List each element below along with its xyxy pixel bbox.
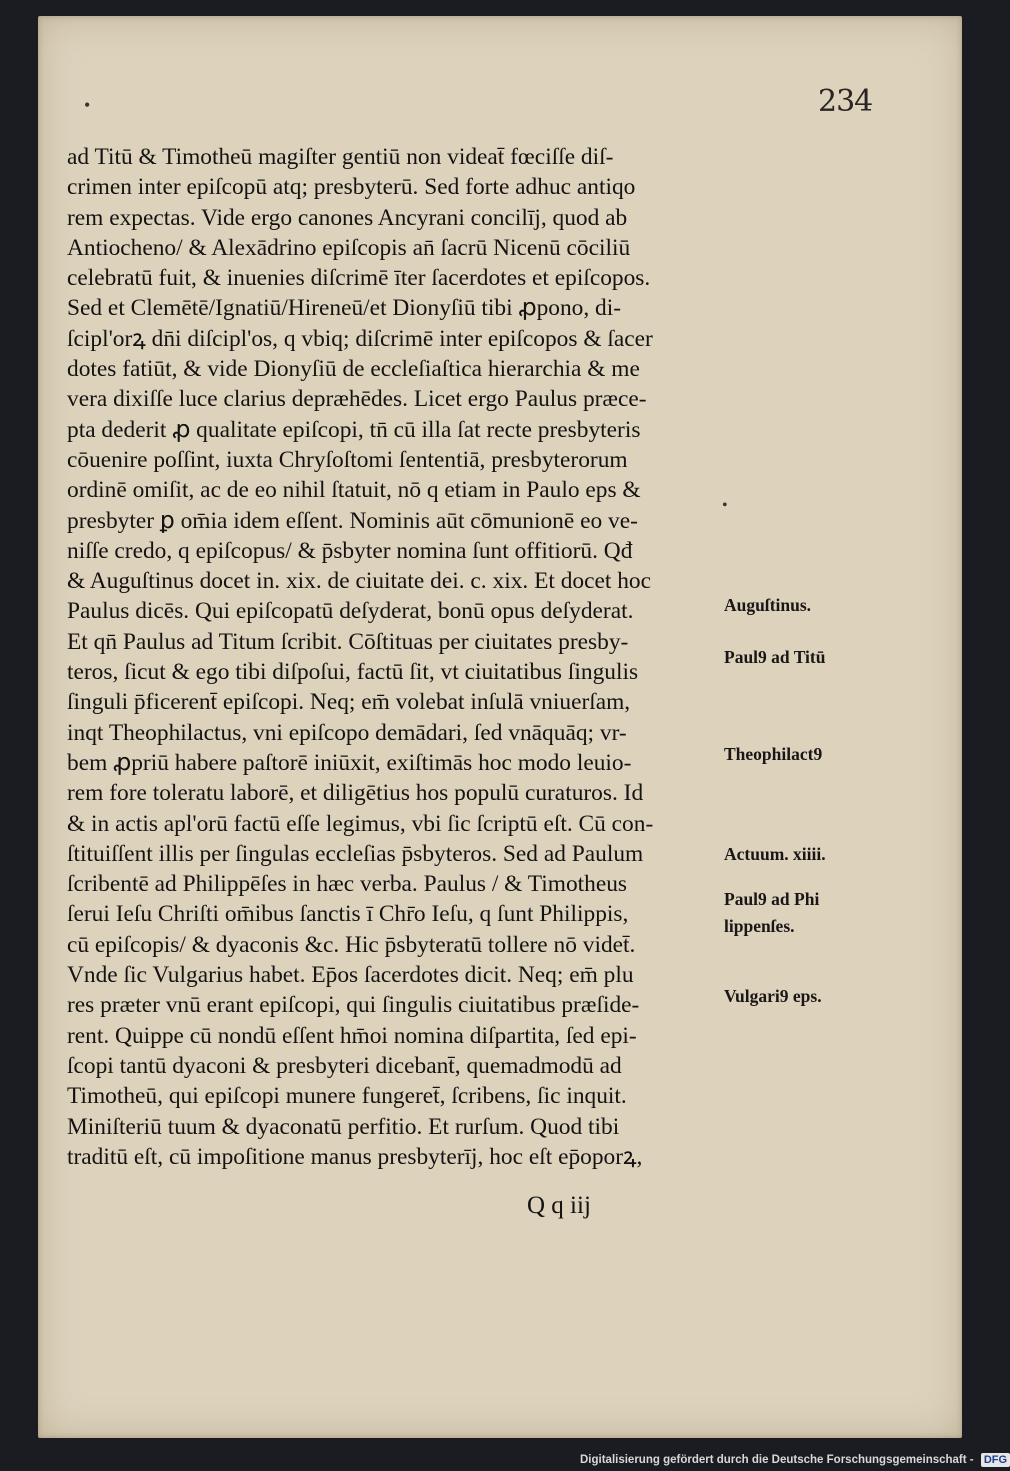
- margin-dot-mark: •: [722, 497, 728, 514]
- text-line: celebratū fuit, & inuenies diſcrimē īter ſacerdotes et epiſcopos.: [67, 265, 651, 292]
- text-line: Miniſteriū tuum & dyaconatū perfitio. Et rurſum. Quod tibi: [67, 1113, 620, 1140]
- text-line: & in actis apl'orū factū eſſe legimus, vbi ſic ſcriptū eſt. Cū con-: [67, 810, 654, 837]
- text-line: Timotheū, qui epiſcopi munere fungeret̄, ſcribens, ſic inquit.: [67, 1083, 627, 1110]
- funding-credit-text: Digitalisierung gefördert durch die Deutsche Forschungsgemeinschaft -: [580, 1454, 974, 1466]
- text-line: cū epiſcopis/ & dyaconis &c. Hic p̄sbyteratū tollere nō videt̄.: [67, 931, 636, 958]
- text-line: rem expectas. Vide ergo canones Ancyrani concilīj, quod ab: [67, 204, 628, 231]
- text-line: rent. Quippe cū nondū eſſent hm̄oi nomina diſpartita, ſed epi-: [67, 1022, 637, 1049]
- text-line: teros, ſicut & ego tibi diſpoſui, factū ſit, vt ciuitatibus ſingulis: [67, 659, 639, 686]
- text-line: vera dixiſſe luce clarius depræhēdes. Licet ergo Paulus præce-: [67, 386, 647, 413]
- text-line: ſcopi tantū dyaconi & presbyteri dicebant̄, quemadmodū ad: [67, 1052, 622, 1079]
- text-line: bem ꝓpriū habere paſtorē iniūxit, exiſtimās hoc modo leuio-: [67, 749, 632, 776]
- signature-mark: Q q iij: [527, 1192, 591, 1219]
- text-line: ſinguli p̄ficerent̄ epiſcopi. Neq; em̄ volebat inſulā vniuerſam,: [67, 689, 631, 716]
- text-line: res præter vnū erant epiſcopi, qui ſingulis ciuitatibus præſide-: [67, 992, 640, 1019]
- text-line: ſtituiſſent illis per ſingulas eccleſias p̄sbyteros. Sed ad Paulum: [67, 840, 644, 867]
- marginal-note-actuum: Actuum. xiiii.: [724, 844, 826, 864]
- dfg-logo: DFG: [981, 1453, 1010, 1467]
- text-line: Et qn̄ Paulus ad Titum ſcribit. Cōſtituas per ciuitates presby-: [67, 628, 629, 655]
- marginal-note-paulus-titum: Paul9 ad Titū: [724, 647, 826, 667]
- folio-number: 234: [818, 84, 873, 119]
- marginal-note-augustinus: Auguſtinus.: [724, 595, 812, 615]
- text-line: Antiocheno/ & Alexādrino epiſcopis an̄ ſacrū Nicenū cōciliū: [67, 234, 631, 261]
- body-text: [67, 142, 719, 1172]
- text-line: traditū eſt, cū impoſitione manus presbyterīj, hoc eſt ep̄oporꝝ,: [67, 1143, 643, 1170]
- text-line: cōuenire poſſint, iuxta Chryſoſtomi ſententiā, presbyterorum: [67, 446, 628, 473]
- text-line: presbyter ꝑ om̄ia idem eſſent. Nominis aūt cōmunionē eo ve-: [67, 507, 638, 534]
- text-line: Vnde ſic Vulgarius habet. Ep̄os ſacerdotes dicit. Neq; em̄ plu: [67, 962, 634, 989]
- text-line: ordinē omiſit, ac de eo nihil ſtatuit, nō q etiam in Paulo eps &: [67, 477, 641, 504]
- text-line: & Auguſtinus docet in. xix. de ciuitate dei. c. xix. Et docet hoc: [67, 568, 651, 595]
- marginal-note-lippenses: lippenſes.: [724, 916, 795, 936]
- text-line: niſſe credo, q epiſcopus/ & p̄sbyter nomina ſunt offitiorū. Qđ: [67, 537, 633, 564]
- text-line: crimen inter epiſcopū atq; presbyterū. Sed forte adhuc antiqo: [67, 174, 636, 201]
- text-line: ad Titū & Timotheū magiſter gentiū non videat̄ fœciſſe diſ-: [67, 144, 614, 170]
- text-line: ſcipl'orꝝ dn̄i diſcipl'os, q vbiq; diſcrimē inter epiſcopos & ſacer: [67, 325, 653, 352]
- text-line: pta dederit ꝓ qualitate epiſcopi, tn̄ cū illa ſat recte presbyteris: [67, 416, 641, 443]
- marginal-note-theophilactus: Theophilact9: [724, 744, 823, 764]
- text-line: Sed et Clemētē/Ignatiū/Hireneū/et Dionyſiū tibi ꝓpono, di-: [67, 295, 622, 322]
- marginal-note-paulus-phi: Paul9 ad Phi: [724, 889, 820, 909]
- text-line: ſerui Ieſu Chriſti om̄ibus ſanctis ī Chr̄o Ieſu, q ſunt Philippis,: [67, 901, 629, 928]
- funding-footer: [580, 1450, 1010, 1470]
- text-line: dotes fatiūt, & vide Dionyſiū de eccleſiaſtica hierarchia & me: [67, 356, 640, 383]
- marginal-note-vulgarius: Vulgari9 eps.: [724, 986, 822, 1006]
- text-line: Paulus dicēs. Qui epiſcopatū deſyderat, bonū opus deſyderat.: [67, 598, 634, 625]
- text-line: rem fore toleratu laborē, et diligētius hos populū curaturos. Id: [67, 780, 644, 807]
- text-line: inqt Theophilactus, vni epiſcopo demādari, ſed vnāquāq; vr-: [67, 719, 627, 746]
- page-dot-mark: •: [84, 95, 91, 115]
- text-line: ſcribentē ad Philippēſes in hæc verba. Paulus / & Timotheus: [67, 871, 628, 898]
